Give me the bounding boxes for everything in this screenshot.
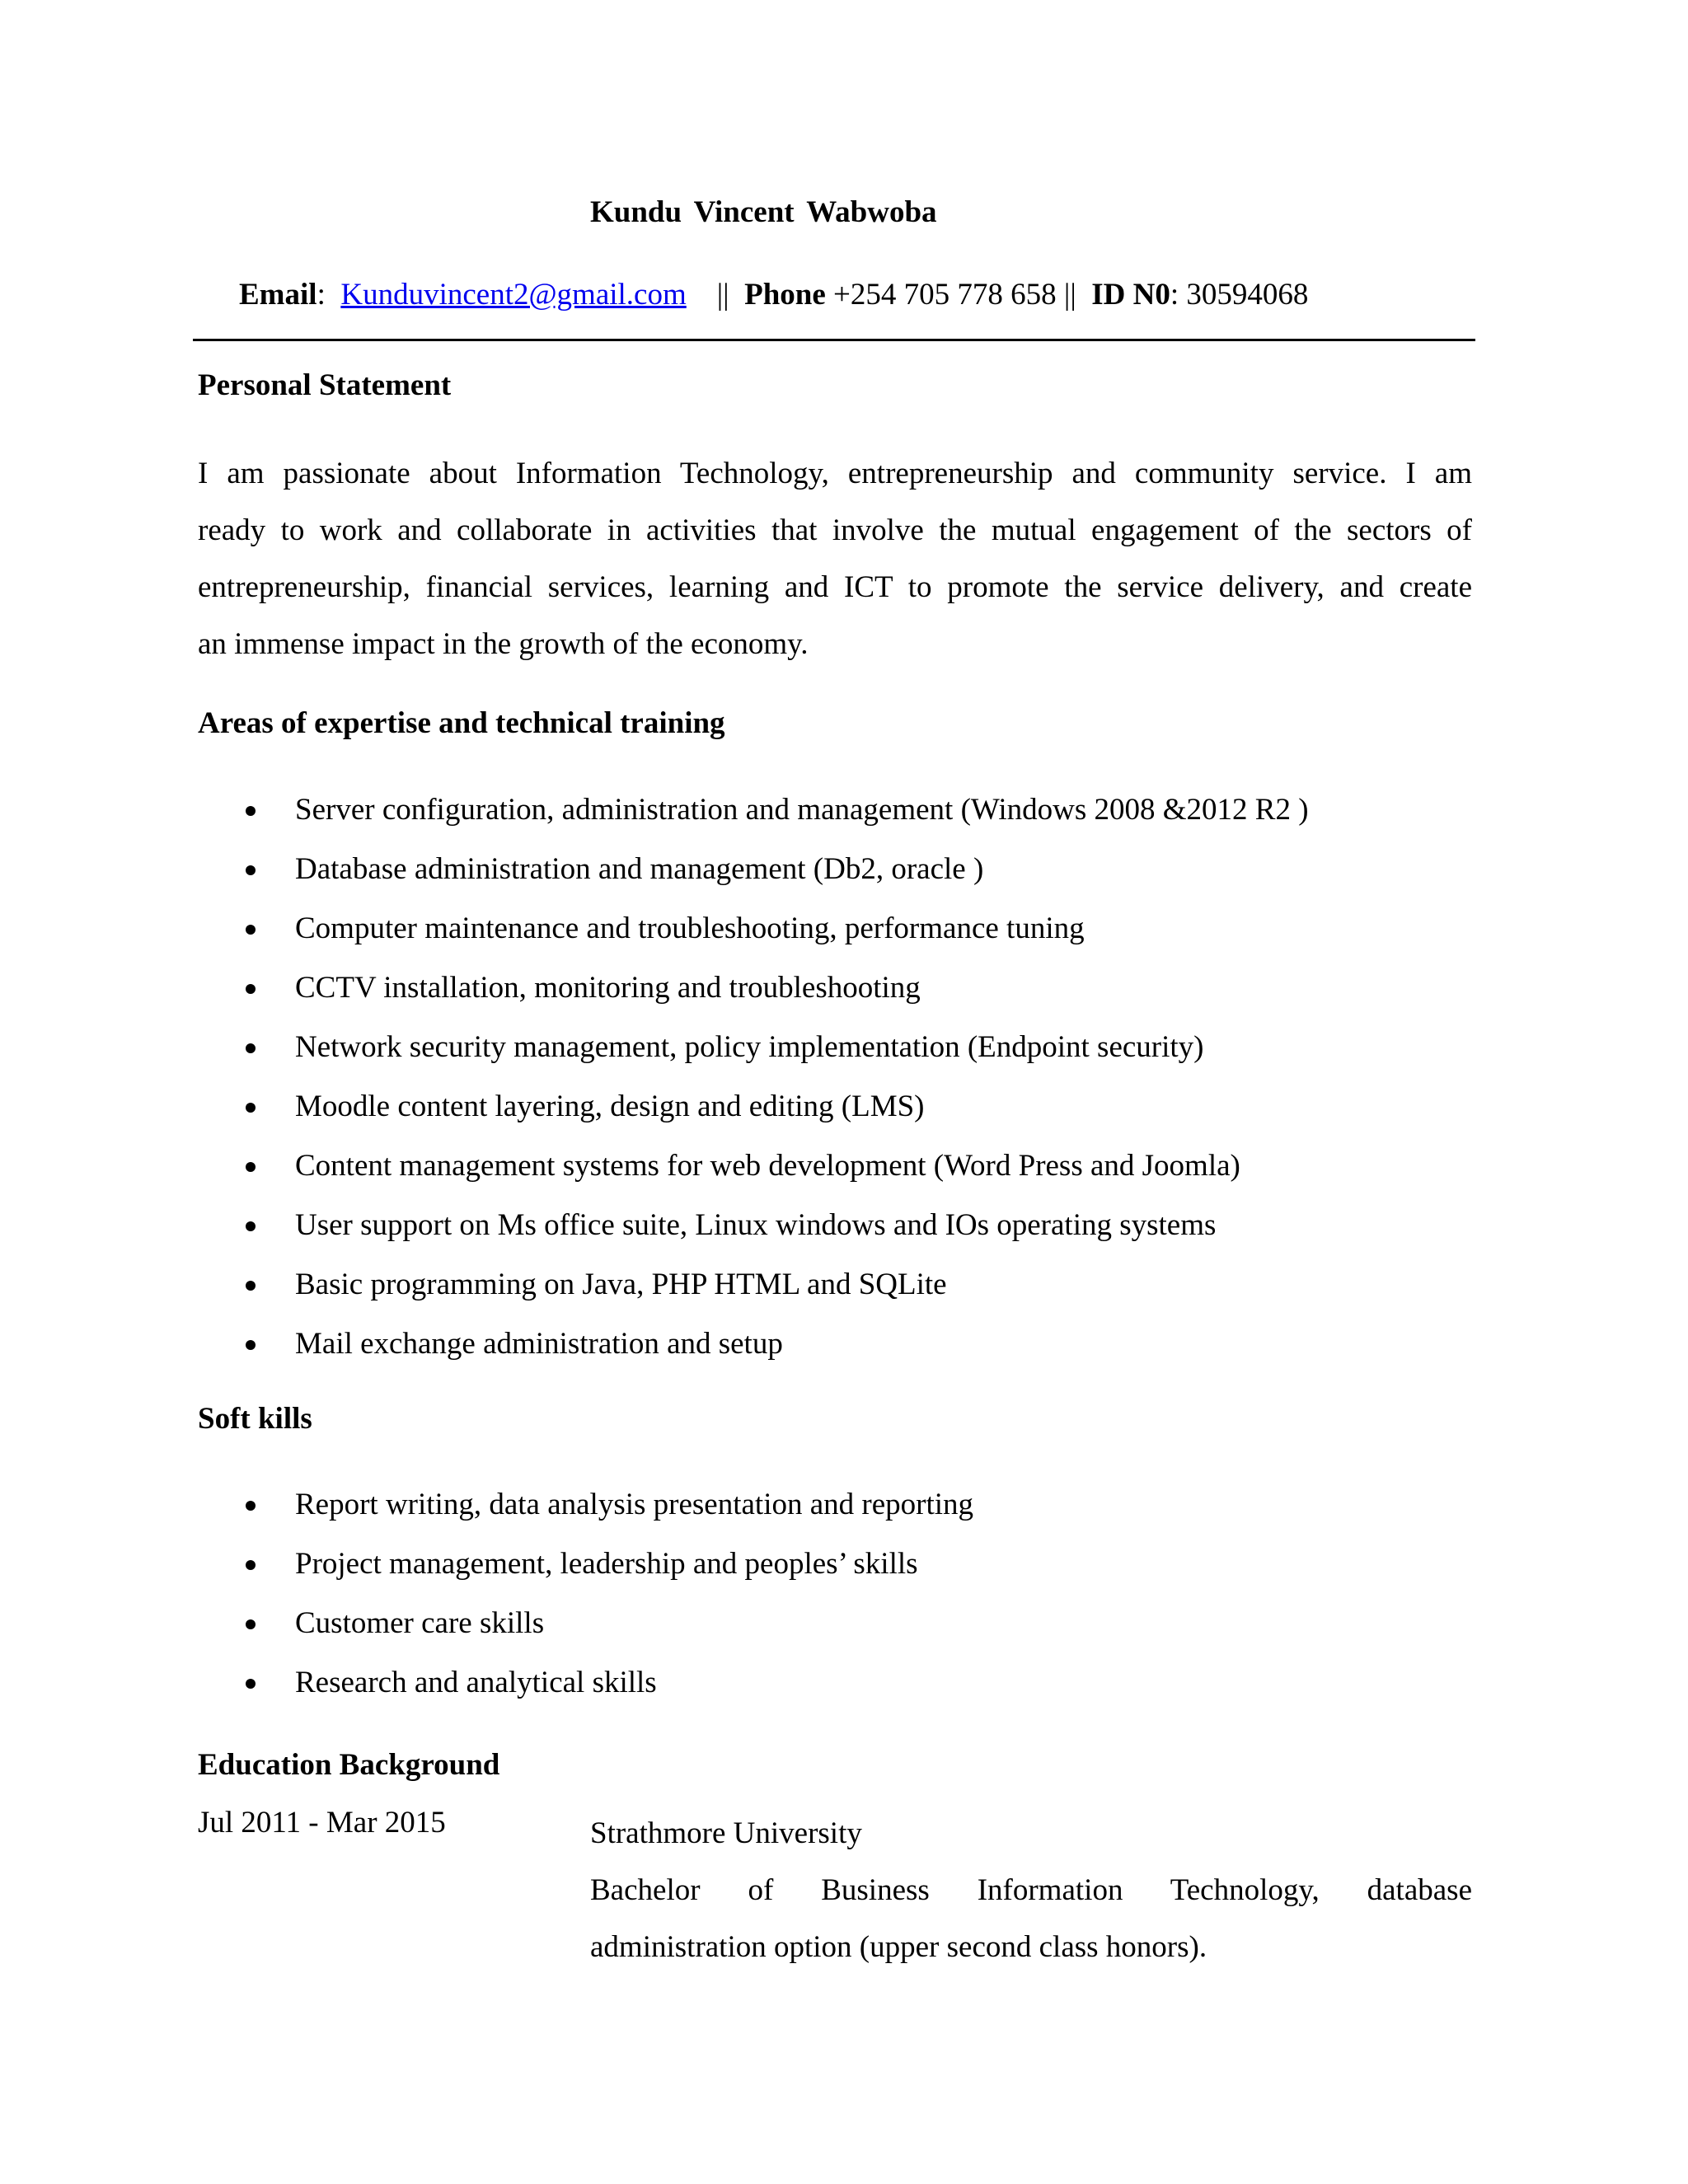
bullet-icon [246, 984, 256, 994]
education-detail: Bachelor of Business Information Technology, database [590, 1873, 1472, 1907]
education-heading: Education Background [198, 1748, 500, 1782]
bullet-icon [246, 1162, 256, 1172]
bullet-icon [246, 1560, 256, 1570]
education-detail: administration option (upper second class honors). [590, 1930, 1207, 1964]
statement-line: I am passionate about Information Technology, entrepreneurship and community service. I am [198, 457, 1472, 490]
list-item: Report writing, data analysis presentation and reporting [198, 1475, 973, 1535]
soft-skills-heading: Soft kills [198, 1402, 312, 1436]
expertise-heading: Areas of expertise and technical training [198, 706, 725, 740]
email-link[interactable]: Kunduvincent2@gmail.com [340, 278, 687, 312]
personal-statement-paragraph [198, 445, 1472, 673]
education-entry [590, 1805, 1472, 1975]
list-item: User support on Ms office suite, Linux windows and IOs operating systems [198, 1196, 1309, 1255]
list-item: Database administration and management (Db2, oracle ) [198, 840, 1309, 899]
bullet-icon [246, 1281, 256, 1291]
bullet-icon [246, 865, 256, 875]
expertise-list [198, 780, 1309, 1374]
bullet-icon [246, 1501, 256, 1511]
email-label: Email [239, 278, 317, 312]
list-item: Mail exchange administration and setup [198, 1315, 1309, 1374]
header-divider [193, 339, 1475, 341]
list-item: Network security management, policy implementation (Endpoint security) [198, 1018, 1309, 1077]
list-item: Basic programming on Java, PHP HTML and SQLite [198, 1255, 1309, 1315]
soft-skills-list [198, 1475, 973, 1713]
bullet-icon [246, 1221, 256, 1231]
contact-line: Email: Kunduvincent2@gmail.com || Phone +254 705 778 658 || ID N0: 30594068 [239, 278, 1309, 312]
statement-line: ready to work and collaborate in activities that involve the mutual engagement of the sectors of [198, 513, 1472, 547]
personal-statement-heading: Personal Statement [198, 368, 452, 402]
bullet-icon [246, 1340, 256, 1350]
bullet-icon [246, 1679, 256, 1689]
bullet-icon [246, 925, 256, 935]
list-item: Moodle content layering, design and editing (LMS) [198, 1077, 1309, 1137]
phone-label: Phone [744, 278, 826, 312]
list-item: CCTV installation, monitoring and troubleshooting [198, 958, 1309, 1018]
id-value: 30594068 [1186, 278, 1309, 312]
list-item: Research and analytical skills [198, 1653, 973, 1713]
list-item: Content management systems for web development (Word Press and Joomla) [198, 1137, 1309, 1196]
id-label: ID N0 [1091, 278, 1170, 312]
statement-line: entrepreneurship, financial services, learning and ICT to promote the service delivery, and create [198, 570, 1472, 604]
bullet-icon [246, 806, 256, 816]
candidate-name: Kundu Vincent Wabwoba [590, 195, 937, 229]
statement-line: an immense impact in the growth of the economy. [198, 627, 809, 661]
list-item: Customer care skills [198, 1594, 973, 1653]
bullet-icon [246, 1619, 256, 1629]
bullet-icon [246, 1103, 256, 1113]
list-item: Computer maintenance and troubleshooting, performance tuning [198, 899, 1309, 958]
phone-value: +254 705 778 658 [833, 278, 1057, 312]
bullet-icon [246, 1043, 256, 1053]
education-institution: Strathmore University [590, 1816, 862, 1850]
list-item: Server configuration, administration and management (Windows 2008 &2012 R2 ) [198, 780, 1309, 840]
list-item: Project management, leadership and peoples’ skills [198, 1535, 973, 1594]
education-dates: Jul 2011 - Mar 2015 [198, 1806, 446, 1840]
